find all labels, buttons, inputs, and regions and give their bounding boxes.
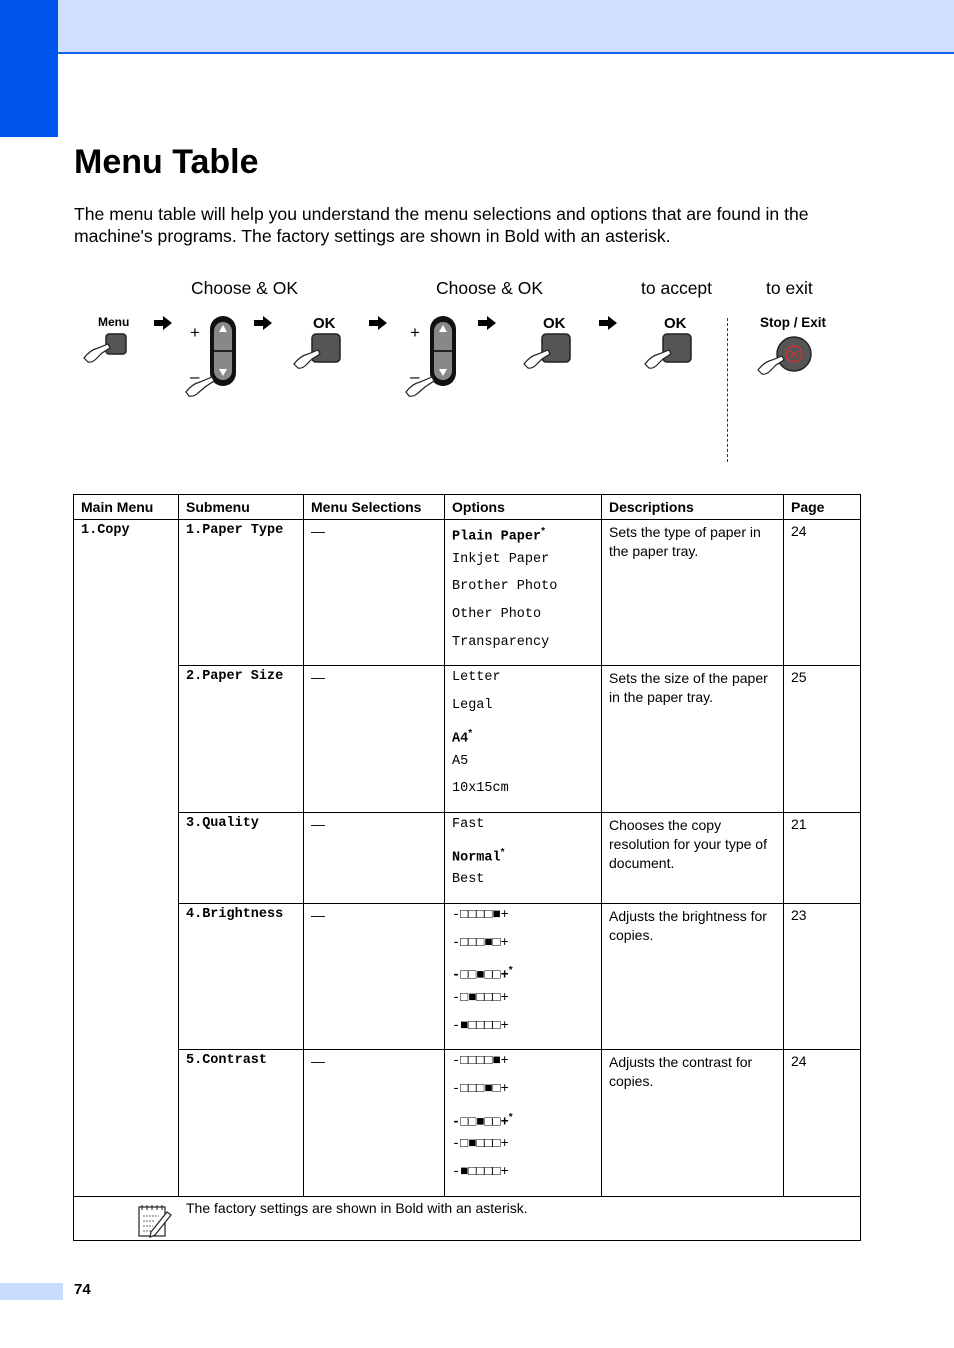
options-cell — [445, 520, 602, 666]
submenu-cell: 4.Brightness — [179, 903, 304, 1049]
option-item: -■□□□□+ — [452, 1165, 509, 1181]
diagram-label-choose-ok-1: Choose & OK — [191, 278, 298, 298]
option-item: Other Photo — [452, 607, 542, 623]
stop-exit-key-label: Stop / Exit — [760, 315, 827, 330]
description-cell: Sets the size of the paper in the paper tray. — [602, 666, 784, 812]
intro-paragraph: The menu table will help you understand the menu selections and options that are found in the machine's programs. The factory settings are shown in Bold with an asterisk. — [74, 204, 809, 246]
diagram-label-accept: to accept — [641, 278, 713, 298]
description-cell: Adjusts the brightness for copies. — [602, 903, 784, 1049]
option-item: Transparency — [452, 634, 550, 650]
description-cell: Adjusts the contrast for copies. — [602, 1050, 784, 1196]
page-cell: 24 — [784, 520, 861, 666]
table-row — [74, 666, 861, 812]
column-header: Submenu — [179, 495, 304, 520]
option-item: Normal* — [452, 846, 505, 866]
up-down-rocker-illustration — [404, 314, 464, 399]
option-item: Legal — [452, 698, 493, 714]
menu-table — [73, 494, 861, 1241]
footer-band — [0, 1283, 63, 1300]
arrow-icon — [154, 316, 172, 330]
option-item: -□□□■□+ — [452, 1082, 509, 1098]
option-item: -□■□□□+ — [452, 1137, 509, 1153]
selection-cell: — — [304, 666, 445, 812]
ok-key-label: OK — [313, 315, 336, 332]
option-item: -□□■□□+* — [452, 965, 513, 984]
option-item: -■□□□□+ — [452, 1018, 509, 1034]
header-band — [0, 0, 954, 54]
options-cell — [445, 1050, 602, 1196]
table-header-row — [74, 495, 861, 520]
option-item: -□□□■□+ — [452, 935, 509, 951]
ok-key-illustration — [522, 314, 582, 374]
submenu-cell: 3.Quality — [179, 812, 304, 903]
page-cell: 24 — [784, 1050, 861, 1196]
option-item: A5 — [452, 753, 469, 769]
page-cell: 25 — [784, 666, 861, 812]
submenu-cell: 5.Contrast — [179, 1050, 304, 1196]
options-cell — [445, 666, 602, 812]
selection-cell: — — [304, 520, 445, 666]
option-item: Plain Paper* — [452, 526, 546, 545]
note-cell — [74, 1196, 861, 1240]
divider-dashed-line — [727, 318, 728, 462]
plus-label: + — [190, 323, 200, 342]
ok-key-illustration — [643, 314, 703, 374]
note-row — [74, 1196, 861, 1240]
up-down-rocker-illustration — [184, 314, 244, 399]
submenu-cell: 2.Paper Size — [179, 666, 304, 812]
table-row — [74, 520, 861, 666]
submenu-cell: 1.Paper Type — [179, 520, 304, 666]
ok-key-label: OK — [543, 315, 566, 332]
page-cell: 23 — [784, 903, 861, 1049]
options-cell — [445, 903, 602, 1049]
option-item: -□■□□□+ — [452, 991, 509, 1006]
description-cell: Chooses the copy resolution for your type of document. — [602, 812, 784, 903]
minus-label: – — [190, 367, 200, 386]
minus-label: – — [410, 367, 420, 386]
table-row — [74, 1050, 861, 1196]
main-menu-cell: 1.Copy — [74, 520, 179, 1197]
arrow-icon — [254, 316, 272, 330]
page-number: 74 — [74, 1281, 91, 1298]
arrow-icon — [478, 316, 496, 330]
option-item: -□□□□■+ — [452, 907, 509, 923]
selection-cell: — — [304, 903, 445, 1049]
diagram-label-choose-ok-2: Choose & OK — [436, 278, 543, 298]
option-item: 10x15cm — [452, 781, 509, 797]
note-text: The factory settings are shown in Bold with an asterisk. — [186, 1199, 528, 1216]
ok-key-label: OK — [664, 315, 687, 332]
arrow-icon — [369, 316, 387, 330]
option-item: -□□□□■+ — [452, 1054, 509, 1070]
stop-exit-key-illustration — [756, 314, 836, 378]
option-item: A4* — [452, 727, 473, 747]
option-item: Inkjet Paper — [452, 551, 550, 567]
plus-label: + — [410, 323, 420, 342]
column-header: Descriptions — [602, 495, 784, 520]
chapter-tab — [0, 0, 58, 137]
navigation-diagram — [74, 270, 874, 470]
table-row — [74, 903, 861, 1049]
description-cell: Sets the type of paper in the paper tray. — [602, 520, 784, 666]
selection-cell: — — [304, 1050, 445, 1196]
menu-key-illustration — [80, 314, 140, 374]
option-item: Letter — [452, 670, 501, 686]
option-item: Best — [452, 872, 485, 888]
page-title: Menu Table — [74, 143, 259, 181]
arrow-icon — [599, 316, 617, 330]
option-item: -□□■□□+* — [452, 1111, 513, 1131]
menu-key-label: Menu — [98, 315, 130, 329]
option-item: Brother Photo — [452, 579, 558, 595]
note-pencil-icon — [137, 1204, 173, 1238]
column-header: Options — [445, 495, 602, 520]
column-header: Main Menu — [74, 495, 179, 520]
options-cell — [445, 812, 602, 903]
option-item: Fast — [452, 816, 485, 832]
selection-cell: — — [304, 812, 445, 903]
column-header: Page — [784, 495, 861, 520]
diagram-label-exit: to exit — [766, 278, 813, 298]
column-header: Menu Selections — [304, 495, 445, 520]
table-row — [74, 812, 861, 903]
ok-key-illustration — [292, 314, 352, 374]
page-cell: 21 — [784, 812, 861, 903]
